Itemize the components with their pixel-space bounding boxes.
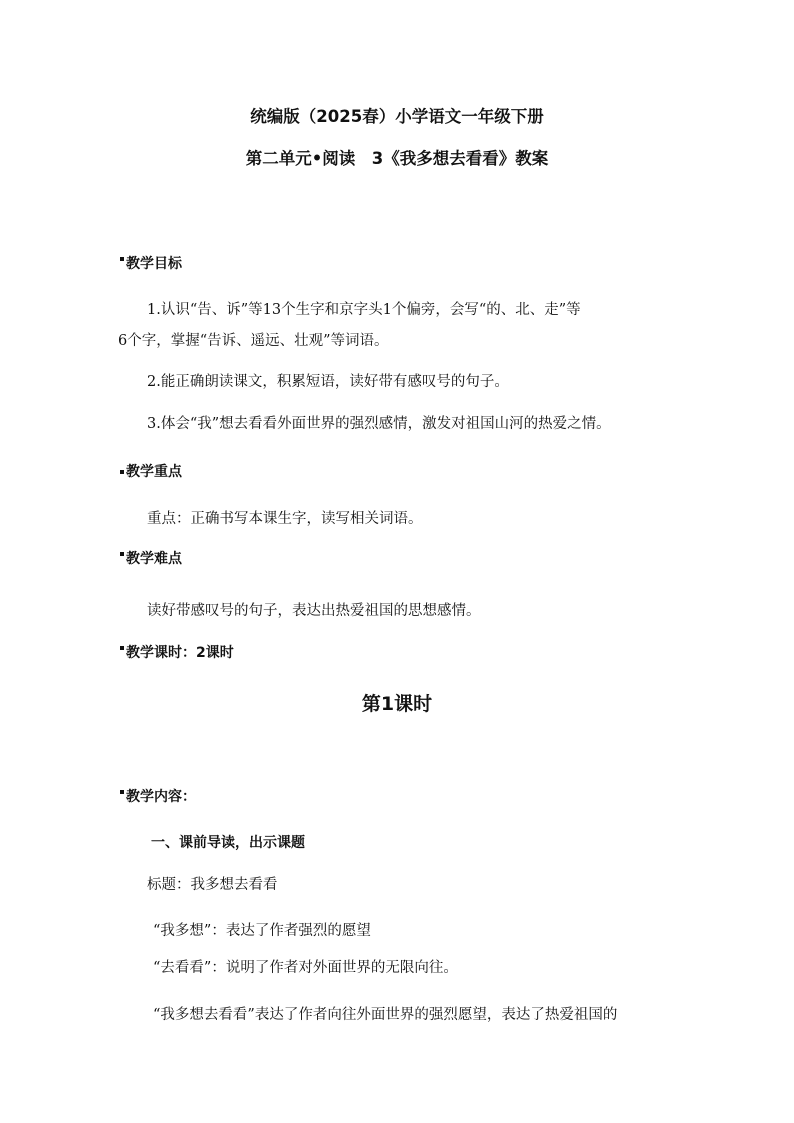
key-points-text: 重点：正确书写本课生字，读写相关词语。 — [147, 511, 423, 527]
bullet-icon — [120, 646, 124, 650]
key-points-heading — [120, 462, 182, 482]
bullet-icon — [120, 470, 124, 474]
goal-item-2: 2.能正确朗读课文，积累短语，读好带有感叹号的句子。 — [147, 374, 509, 390]
hours-heading — [120, 643, 234, 663]
goal-item-1-line-1: 1.认识“告、诉”等13个生字和京字头1个偏旁，会写“的、北、走”等 — [147, 302, 581, 318]
lesson-1-title: 第1课时 — [361, 693, 433, 715]
note-2: “去看看”：说明了作者对外面世界的无限向往。 — [153, 960, 458, 976]
topic-line: 标题：我多想去看看 — [147, 877, 278, 893]
goals-heading-text: 教学目标 — [126, 256, 182, 272]
key-points-heading-text: 教学重点 — [126, 464, 182, 480]
content-heading-text: 教学内容： — [126, 789, 196, 805]
difficulties-heading — [120, 549, 182, 569]
goal-item-3: 3.体会“我”想去看看外面世界的强烈感情，激发对祖国山河的热爱之情。 — [147, 416, 611, 432]
content-heading — [120, 787, 196, 807]
bullet-icon — [120, 257, 124, 261]
hours-heading-text: 教学课时：2课时 — [126, 645, 234, 661]
bullet-icon — [120, 552, 124, 556]
document-title: 统编版（2025春）小学语文一年级下册 — [250, 107, 544, 126]
summary-line: “我多想去看看”表达了作者向往外面世界的强烈愿望，表达了热爱祖国的 — [153, 1007, 618, 1023]
note-1: “我多想”：表达了作者强烈的愿望 — [153, 923, 371, 939]
section-1-heading: 一、课前导读，出示课题 — [151, 835, 305, 851]
goal-item-1-line-2: 6个字，掌握“告诉、遥远、壮观”等词语。 — [118, 333, 389, 349]
difficulties-text: 读好带感叹号的句子，表达出热爱祖国的思想感情。 — [147, 603, 481, 619]
document-subtitle: 第二单元•阅读 3《我多想去看看》教案 — [245, 149, 549, 168]
goals-heading — [120, 254, 182, 274]
bullet-icon — [120, 790, 124, 794]
difficulties-heading-text: 教学难点 — [126, 551, 182, 567]
